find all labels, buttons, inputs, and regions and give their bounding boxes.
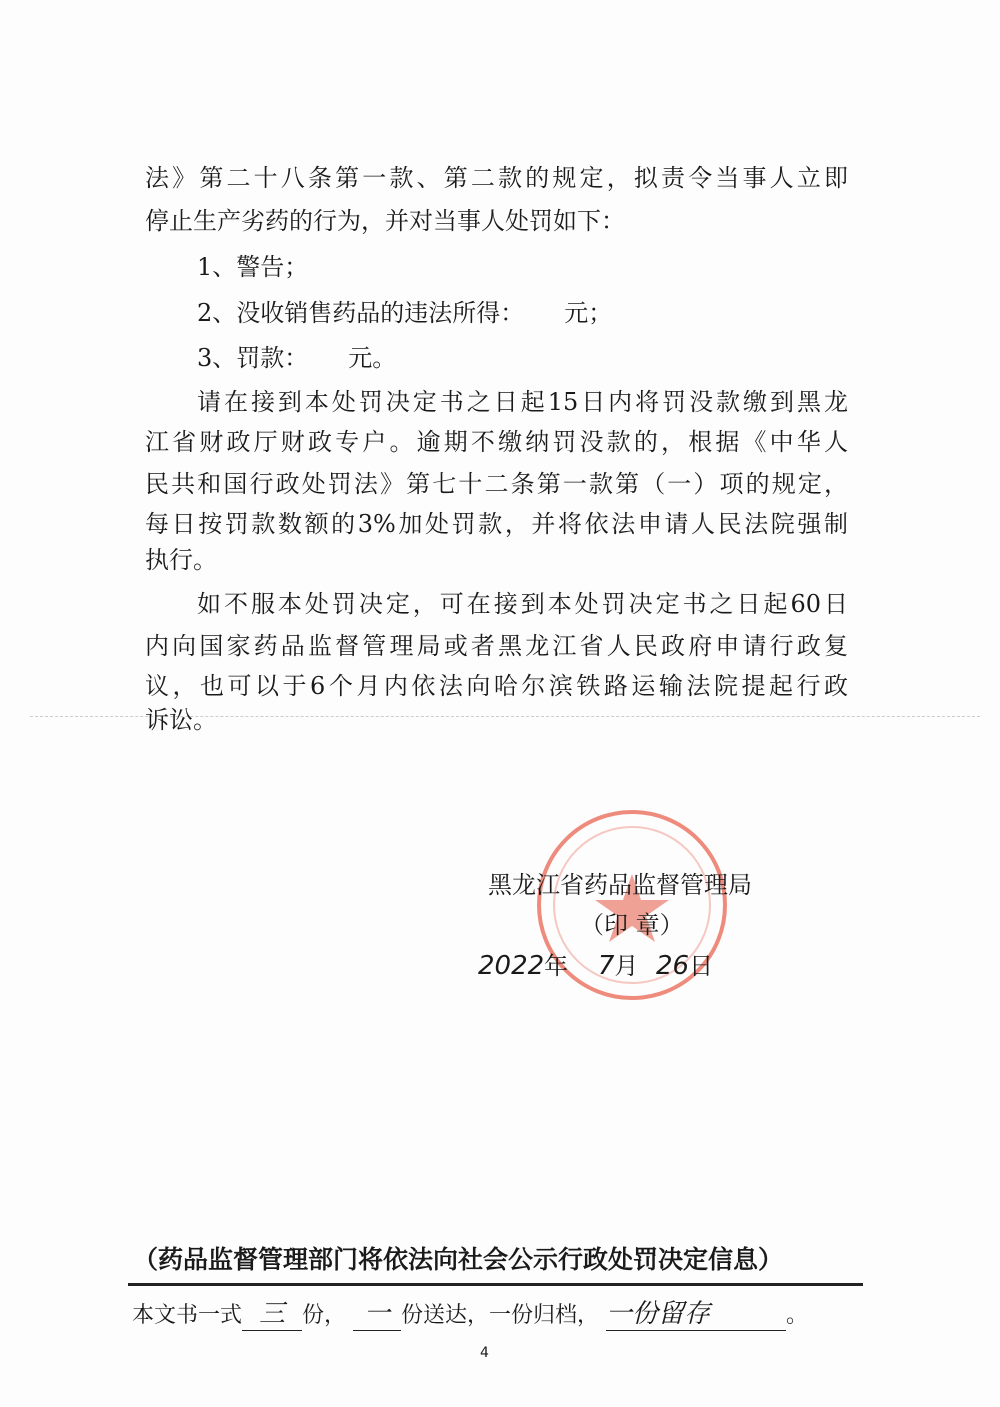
copies-text: 。 [786, 1303, 809, 1328]
penalty-item-2 [197, 297, 612, 329]
penalty-item-3 [197, 342, 396, 374]
penalty-item-2-text: 2、没收销售药品的违法所得： [197, 299, 525, 327]
body-line: 停止生产劣药的行为，并对当事人处罚如下： [145, 207, 625, 235]
copies-retained: 一份留存 [606, 1293, 786, 1331]
body-line: 议，也可以于6个月内依法向哈尔滨铁路运输法院提起行政 [145, 672, 848, 700]
copies-text: 本文书一式 [132, 1303, 243, 1328]
date-year: 2022 [478, 951, 545, 981]
day-unit: 日 [689, 952, 714, 980]
penalty-item-3-text: 3、罚款： [197, 344, 309, 372]
body-line: 诉讼。 [145, 706, 217, 734]
copies-count: 三 [242, 1293, 302, 1331]
body-line: 请在接到本处罚决定书之日起15日内将罚没款缴到黑龙 [197, 388, 848, 416]
year-unit: 年 [544, 952, 569, 980]
body-line: 每日按罚款数额的3%加处罚款，并将依法申请人民法院强制 [145, 510, 848, 538]
month-unit: 月 [614, 952, 639, 980]
body-line: 法》第二十八条第一款、第二款的规定，拟责令当事人立即 [145, 164, 848, 192]
copies-text: 份送达，一份归档， [401, 1303, 600, 1328]
copies-statement [132, 1293, 808, 1331]
body-line: 民共和国行政处罚法》第七十二条第一款第（一）项的规定， [145, 470, 848, 498]
body-line: 如不服本处罚决定，可在接到本处罚决定书之日起60日 [197, 590, 848, 618]
body-line: 执行。 [145, 546, 217, 574]
date-month: 7 [597, 951, 615, 981]
signature-date [478, 950, 713, 982]
penalty-item-2-unit: 元； [564, 299, 613, 327]
penalty-item-1: 1、警告； [197, 253, 309, 281]
issuing-authority: 黑龙江省药品监督管理局 [488, 871, 752, 899]
copies-text: 份， [302, 1303, 347, 1328]
copies-delivered: 一 [353, 1293, 401, 1331]
stamp-label: （印 章） [580, 911, 684, 939]
page-number: 4 [480, 1345, 489, 1361]
divider [128, 1283, 863, 1286]
date-day: 26 [656, 951, 690, 981]
body-line: 内向国家药品监督管理局或者黑龙江省人民政府申请行政复 [145, 632, 848, 660]
public-notice: （药品监督管理部门将依法向社会公示行政处罚决定信息） [133, 1245, 784, 1274]
penalty-item-3-unit: 元。 [348, 344, 397, 372]
body-line: 江省财政厅财政专户。逾期不缴纳罚没款的，根据《中华人 [145, 428, 848, 456]
